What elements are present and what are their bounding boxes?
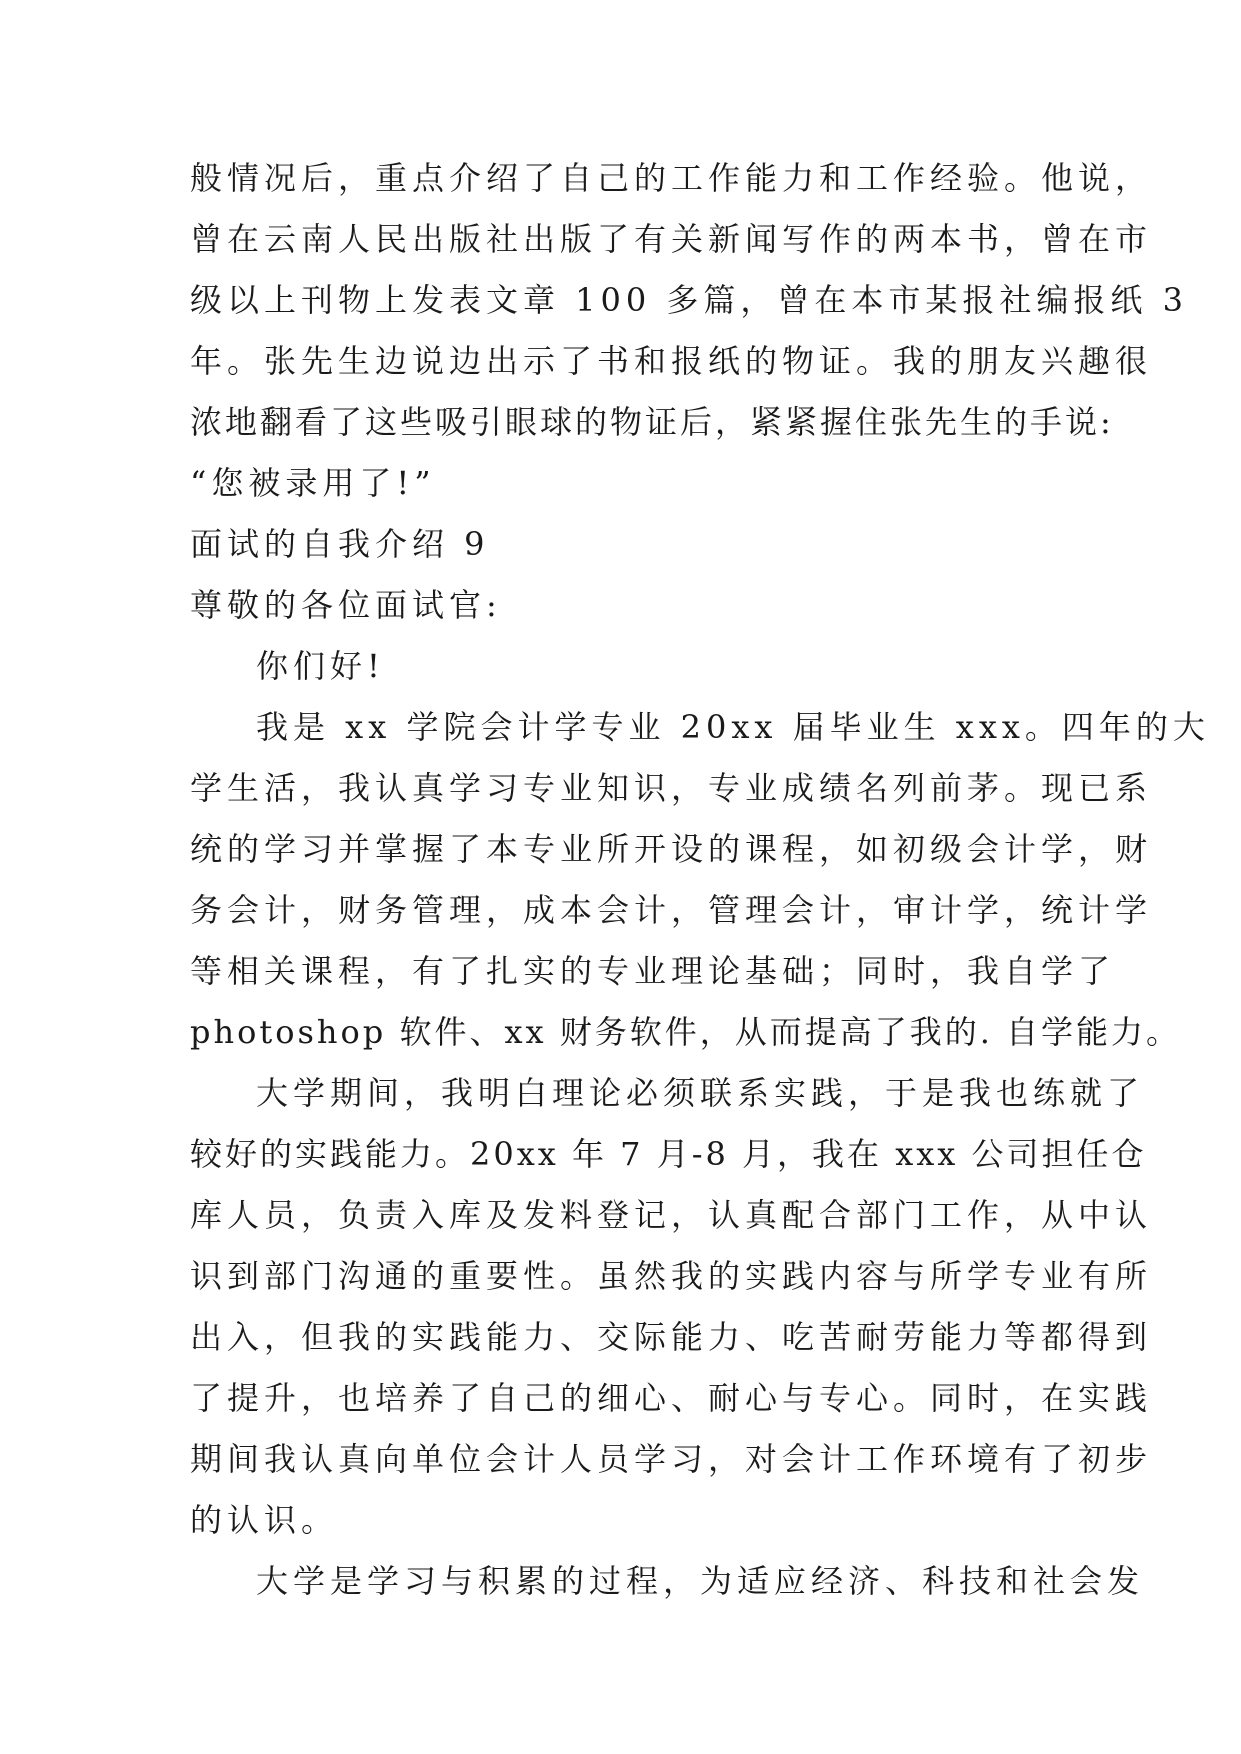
body-text-line: 般情况后，重点介绍了自己的工作能力和工作经验。他说， — [190, 159, 1153, 197]
body-text-line: 学生活，我认真学习专业知识，专业成绩名列前茅。现已系 — [190, 769, 1153, 807]
greeting: 你们好! — [256, 647, 385, 685]
body-text-line: 的认识。 — [190, 1501, 339, 1539]
body-text-line: 出入，但我的实践能力、交际能力、吃苦耐劳能力等都得到 — [190, 1318, 1153, 1356]
body-text-line: 大学是学习与积累的过程，为适应经济、科技和社会发 — [256, 1562, 1145, 1600]
body-text-line: 浓地翻看了这些吸引眼球的物证后，紧紧握住张先生的手说: — [190, 403, 1114, 441]
section-heading: 面试的自我介绍 9 — [190, 525, 490, 563]
body-text-line: 较好的实践能力。20xx 年 7 月-8 月，我在 xxx 公司担任仓 — [190, 1135, 1147, 1173]
body-text-line: 了提升，也培养了自己的细心、耐心与专心。同时，在实践 — [190, 1379, 1153, 1417]
body-text-line: 等相关课程，有了扎实的专业理论基础；同时，我自学了 — [190, 952, 1116, 990]
body-text-line: 库人员，负责入库及发料登记，认真配合部门工作，从中认 — [190, 1196, 1153, 1234]
body-text-line: 年。张先生边说边出示了书和报纸的物证。我的朋友兴趣很 — [190, 342, 1153, 380]
body-text-line: 期间我认真向单位会计人员学习，对会计工作环境有了初步 — [190, 1440, 1153, 1478]
salutation: 尊敬的各位面试官: — [190, 586, 502, 624]
body-text-line: 曾在云南人民出版社出版了有关新闻写作的两本书，曾在市 — [190, 220, 1153, 258]
body-text-line: “您被录用了!” — [190, 464, 436, 502]
body-text-line: 大学期间，我明白理论必须联系实践，于是我也练就了 — [256, 1074, 1145, 1112]
body-text-line: 识到部门沟通的重要性。虽然我的实践内容与所学专业有所 — [190, 1257, 1153, 1295]
body-text-line: photoshop 软件、xx 财务软件，从而提高了我的. 自学能力。 — [190, 1013, 1182, 1051]
body-text-line: 我是 xx 学院会计学专业 20xx 届毕业生 xxx。四年的大 — [256, 708, 1210, 746]
body-text-line: 统的学习并掌握了本专业所开设的课程，如初级会计学，财 — [190, 830, 1153, 868]
body-text-line: 务会计，财务管理，成本会计，管理会计，审计学，统计学 — [190, 891, 1153, 929]
body-text-line: 级以上刊物上发表文章 100 多篇，曾在本市某报社编报纸 3 — [190, 281, 1188, 319]
